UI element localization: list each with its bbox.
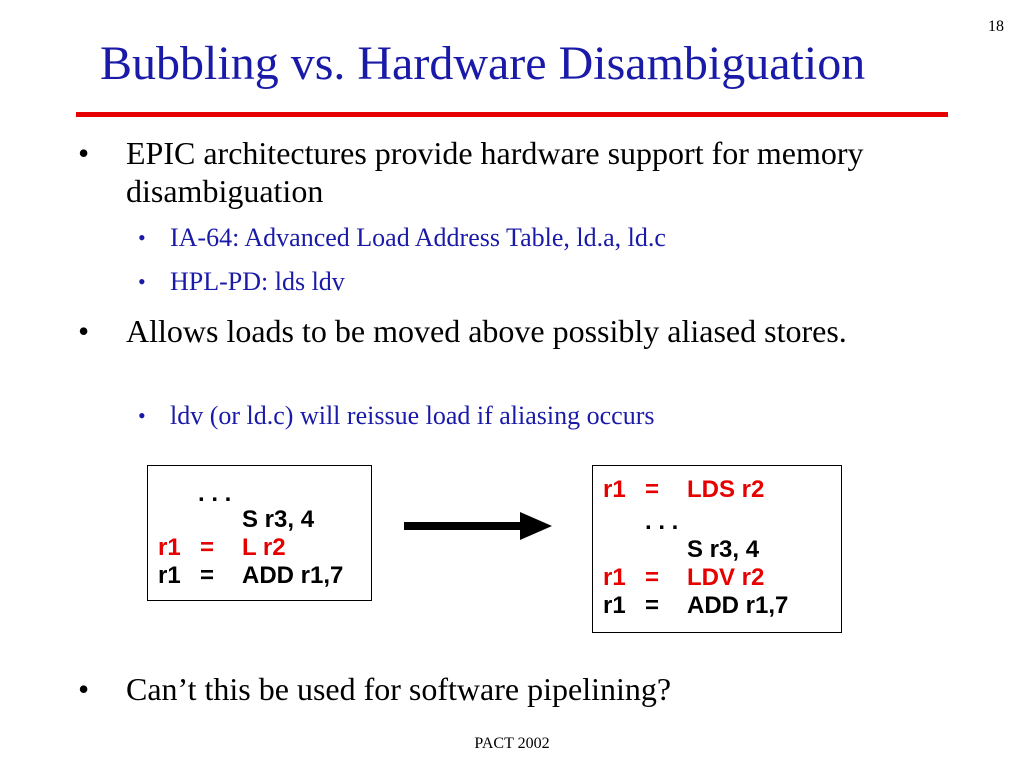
code-store: S r3, 4	[242, 506, 315, 533]
bullet-2-sub-1-text: ldv (or ld.c) will reissue load if aliasing occurs	[170, 401, 655, 430]
code-verify-load	[603, 564, 833, 592]
sub-bullet-marker: •	[138, 225, 146, 250]
code-register: r1	[603, 476, 626, 503]
sub-bullet-marker: •	[138, 269, 146, 294]
code-ellipsis: . . .	[645, 508, 679, 535]
code-equals: =	[200, 562, 215, 589]
code-add	[158, 562, 368, 590]
code-ellipsis: . . .	[198, 480, 232, 507]
bullet-3-text: Can’t this be used for software pipelining?	[126, 671, 672, 707]
code-equals: =	[200, 534, 215, 561]
bullet-marker: •	[78, 671, 90, 707]
code-operation: LDS r2	[687, 476, 765, 503]
bullet-2-text: Allows loads to be moved above possibly aliased stores.	[126, 313, 847, 349]
bullet-1-sub-1-text: IA-64: Advanced Load Address Table, ld.a, ld.c	[170, 223, 666, 252]
slide-title: Bubbling vs. Hardware Disambiguation	[100, 37, 866, 90]
code-register: r1	[603, 592, 626, 619]
code-equals: =	[645, 476, 660, 503]
code-operation: L r2	[242, 534, 286, 561]
code-operation: LDV r2	[687, 564, 765, 591]
code-box-after	[592, 465, 842, 633]
code-register: r1	[158, 534, 181, 561]
slide-number: 18	[988, 18, 1004, 35]
code-box-before	[147, 465, 372, 601]
code-load	[158, 534, 368, 562]
code-equals: =	[645, 564, 660, 591]
code-store: S r3, 4	[687, 536, 760, 563]
code-add	[603, 592, 833, 620]
footer-text: PACT 2002	[474, 735, 550, 752]
bullet-1-text: EPIC architectures provide hardware support for memory disambiguation	[126, 135, 864, 209]
sub-bullet-marker: •	[138, 403, 146, 428]
title-underline	[76, 112, 948, 117]
bullet-1-sub-2-text: HPL-PD: lds ldv	[170, 267, 345, 296]
code-speculative-load	[603, 476, 833, 504]
bullet-marker: •	[78, 313, 90, 349]
bullet-marker: •	[78, 135, 90, 171]
code-register: r1	[603, 564, 626, 591]
code-equals: =	[645, 592, 660, 619]
code-register: r1	[158, 562, 181, 589]
code-operation: ADD r1,7	[242, 562, 344, 589]
transform-arrow-icon	[402, 508, 552, 544]
code-operation: ADD r1,7	[687, 592, 789, 619]
